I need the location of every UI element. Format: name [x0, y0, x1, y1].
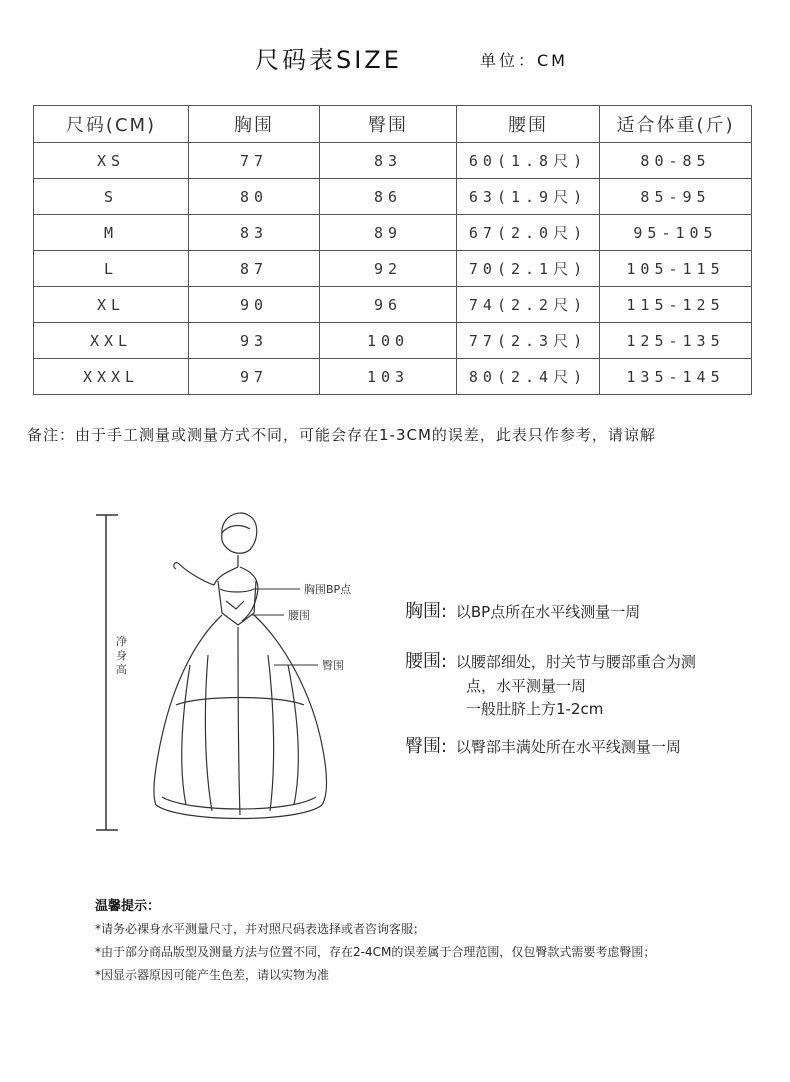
- callout-bust-label: 胸围BP点: [304, 583, 352, 596]
- cell-hip: 96: [320, 287, 457, 323]
- size-table: [33, 105, 752, 395]
- table-row: [34, 323, 752, 359]
- cell-waist: 77(2.3尺): [457, 323, 600, 359]
- cell-weight: 125-135: [600, 323, 752, 359]
- measurement-figure: [90, 505, 390, 850]
- height-label-3: 高: [116, 663, 127, 676]
- height-label-2: 身: [116, 649, 127, 662]
- cell-weight: 85-95: [600, 179, 752, 215]
- cell-bust: 97: [189, 359, 320, 395]
- measure-bust-text: 以BP点所在水平线测量一周: [455, 603, 641, 621]
- dress-figure-icon: [154, 513, 327, 818]
- measure-waist-line-2: 点，水平测量一周: [466, 677, 587, 695]
- cell-bust: 93: [189, 323, 320, 359]
- measure-waist-line-3: 一般肚脐上方1-2cm: [466, 700, 604, 718]
- header-waist: 腰围: [457, 106, 600, 143]
- header-size: 尺码(CM): [34, 106, 189, 143]
- cell-size: XL: [34, 287, 189, 323]
- cell-bust: 80: [189, 179, 320, 215]
- table-row: [34, 287, 752, 323]
- cell-size: S: [34, 179, 189, 215]
- cell-waist: 60(1.8尺): [457, 143, 600, 179]
- cell-weight: 135-145: [600, 359, 752, 395]
- callout-waist-label: 腰围: [288, 609, 310, 622]
- measure-bust: [405, 600, 640, 624]
- cell-size: L: [34, 251, 189, 287]
- cell-weight: 95-105: [600, 215, 752, 251]
- callout-hip-label: 臀围: [322, 659, 344, 672]
- cell-waist: 80(2.4尺): [457, 359, 600, 395]
- cell-weight: 80-85: [600, 143, 752, 179]
- header-weight: 适合体重(斤): [600, 106, 752, 143]
- cell-size: XXXL: [34, 359, 189, 395]
- height-ruler: [96, 515, 118, 830]
- cell-waist: 70(2.1尺): [457, 251, 600, 287]
- cell-hip: 103: [320, 359, 457, 395]
- cell-bust: 83: [189, 215, 320, 251]
- table-row: [34, 251, 752, 287]
- header-bust: 胸围: [189, 106, 320, 143]
- table-row: [34, 215, 752, 251]
- unit-label: 单位：CM: [480, 51, 568, 70]
- cell-hip: 100: [320, 323, 457, 359]
- cell-hip: 89: [320, 215, 457, 251]
- tip-item: *由于部分商品版型及测量方法与位置不同，存在2-4CM的误差属于合理范围，仅包臀款式需要考虑臀围；: [95, 945, 656, 959]
- cell-weight: 105-115: [600, 251, 752, 287]
- measure-waist: [405, 650, 696, 674]
- cell-hip: 92: [320, 251, 457, 287]
- table-row: [34, 179, 752, 215]
- cell-size: XS: [34, 143, 189, 179]
- cell-size: XXL: [34, 323, 189, 359]
- measure-bust-label: 胸围:: [405, 601, 448, 622]
- cell-waist: 67(2.0尺): [457, 215, 600, 251]
- cell-waist: 63(1.9尺): [457, 179, 600, 215]
- tips-title: 温馨提示：: [95, 899, 161, 914]
- cell-hip: 86: [320, 179, 457, 215]
- table-header-row: [34, 106, 752, 143]
- tip-item: *请务必裸身水平测量尺寸，并对照尺码表选择或者咨询客服；: [95, 922, 426, 936]
- table-row: [34, 143, 752, 179]
- height-label-1: 净: [116, 635, 127, 648]
- table-row: [34, 359, 752, 395]
- measure-hip: [405, 735, 681, 759]
- measure-hip-label: 臀围:: [405, 736, 448, 757]
- header-hip: 臀围: [320, 106, 457, 143]
- cell-size: M: [34, 215, 189, 251]
- cell-bust: 87: [189, 251, 320, 287]
- tip-item: *因显示器原因可能产生色差，请以实物为准: [95, 968, 330, 982]
- page-title: 尺码表SIZE: [255, 46, 402, 74]
- measure-waist-label: 腰围:: [405, 651, 448, 672]
- cell-hip: 83: [320, 143, 457, 179]
- cell-bust: 90: [189, 287, 320, 323]
- cell-bust: 77: [189, 143, 320, 179]
- disclaimer-note: 备注：由于手工测量或测量方式不同，可能会存在1-3CM的误差，此表只作参考，请谅解: [27, 426, 656, 444]
- cell-weight: 115-125: [600, 287, 752, 323]
- measure-hip-text: 以臀部丰满处所在水平线测量一周: [455, 738, 681, 756]
- cell-waist: 74(2.2尺): [457, 287, 600, 323]
- measure-waist-text-1: 以腰部细处，肘关节与腰部重合为测: [455, 653, 696, 671]
